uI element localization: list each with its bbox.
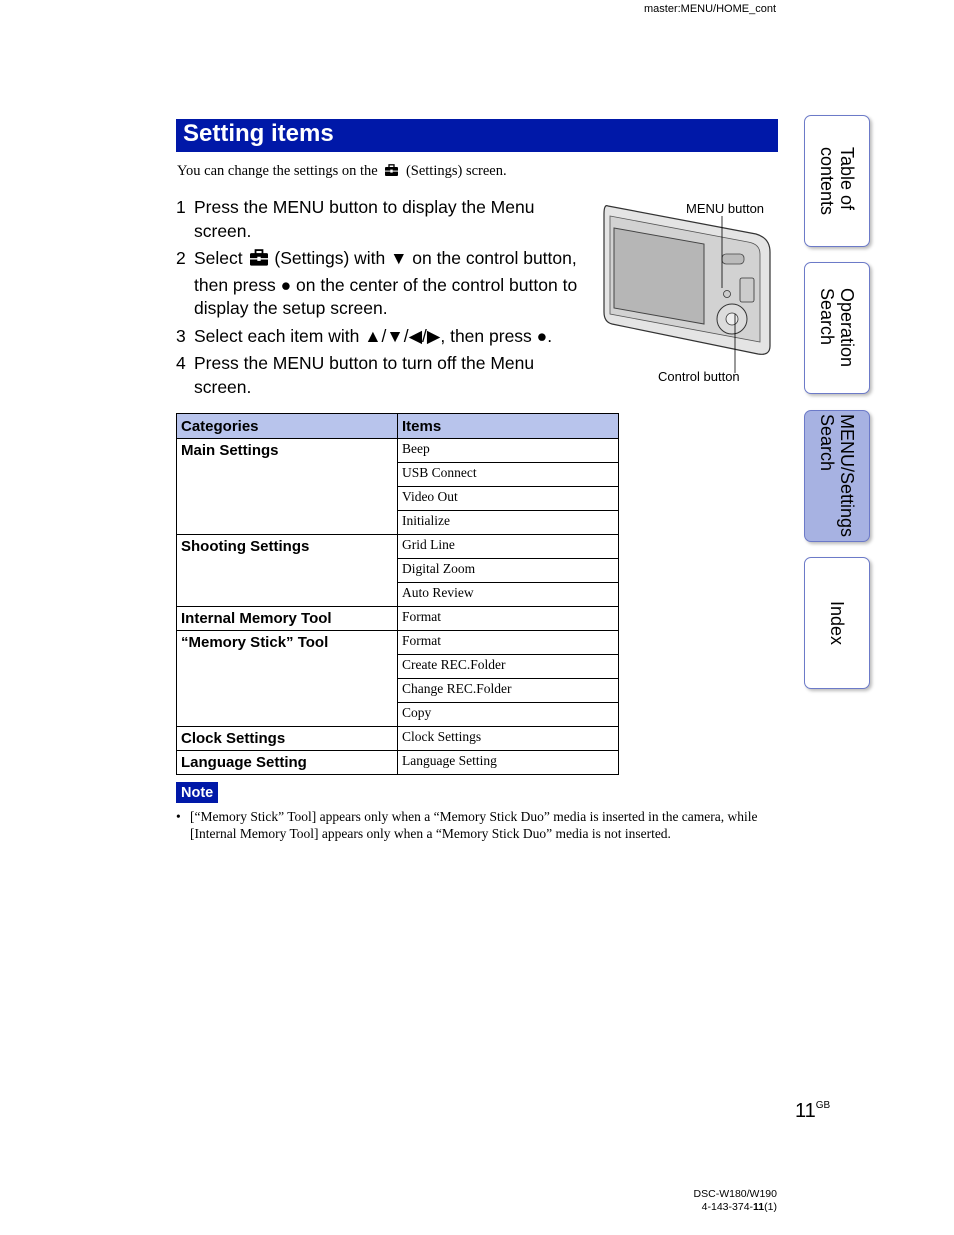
intro-before: You can change the settings on the (177, 163, 378, 179)
tab-table-of-contents[interactable] (804, 115, 870, 247)
toolbox-icon (384, 164, 399, 182)
tab-index[interactable] (804, 557, 870, 689)
footer-model: DSC-W180/W190 (693, 1188, 777, 1200)
item-cell: Format (398, 631, 619, 655)
footer (685, 1188, 777, 1214)
tab-menu-settings-search[interactable] (804, 410, 870, 542)
step-text-b: (Settings) with ▼ on the control button, then press ● on the center of the control button to display the setup screen. (194, 248, 578, 318)
intro-after: (Settings) screen. (405, 163, 507, 179)
settings-table (176, 413, 619, 775)
item-cell: Initialize (398, 511, 619, 535)
steps-list (176, 196, 596, 403)
footer-code-c: (1) (764, 1201, 777, 1213)
note-text (176, 808, 766, 842)
tab-label: MENU/Settings Search (817, 414, 857, 538)
menu-button-label: MENU button (686, 201, 765, 216)
header-items: Items (398, 414, 619, 439)
category-cell: Main Settings (177, 439, 398, 535)
step-text-a: Select (194, 248, 243, 268)
page-number-value: 11 (795, 1100, 816, 1122)
page-title: Setting items (176, 119, 778, 152)
step-number: 4 (176, 353, 186, 373)
step-text: Press the MENU button to display the Menu screen. (194, 197, 535, 241)
item-cell: Clock Settings (398, 727, 619, 751)
table-row (177, 727, 619, 751)
step-text: Select each item with ▲/▼/◀/▶, then press ●. (194, 325, 553, 346)
page-number (795, 1100, 830, 1123)
step-text: Press the MENU button to turn off the Menu screen. (194, 353, 535, 397)
item-cell: Auto Review (398, 583, 619, 607)
item-cell: Grid Line (398, 535, 619, 559)
tab-label: Table of contents (817, 146, 857, 216)
camera-drawing (598, 196, 778, 388)
tab-label: Index (827, 600, 847, 646)
step-4 (176, 352, 596, 399)
item-cell: USB Connect (398, 463, 619, 487)
table-row (177, 631, 619, 655)
category-cell: Clock Settings (177, 727, 398, 751)
item-cell: Language Setting (398, 751, 619, 775)
table-header-row (177, 414, 619, 439)
table-row (177, 439, 619, 463)
footer-code-a: 4-143-374- (701, 1201, 754, 1213)
note-body: [“Memory Stick” Tool] appears only when a “Memory Stick Duo” media is inserted in the camera, while [Internal Memory Tool] appears only when a “Memory Stick Duo” media is not inserted. (190, 809, 758, 841)
toolbox-icon (248, 249, 270, 274)
step-1 (176, 196, 596, 243)
page-number-suffix: GB (815, 1100, 831, 1111)
note-label: Note (176, 782, 218, 803)
category-cell: Shooting Settings (177, 535, 398, 607)
note-bullet: • (176, 809, 181, 824)
tab-label: Operation Search (817, 288, 857, 368)
step-2 (176, 247, 596, 321)
table-row (177, 607, 619, 631)
item-cell: Video Out (398, 487, 619, 511)
item-cell: Digital Zoom (398, 559, 619, 583)
table-row (177, 751, 619, 775)
control-button-label: Control button (658, 369, 740, 384)
footer-code (685, 1201, 777, 1214)
camera-illustration (598, 196, 778, 388)
item-cell: Beep (398, 439, 619, 463)
table-row (177, 535, 619, 559)
step-number: 3 (176, 325, 186, 346)
item-cell: Format (398, 607, 619, 631)
tab-operation-search[interactable] (804, 262, 870, 394)
category-cell: “Memory Stick” Tool (177, 631, 398, 727)
footer-code-b: 11 (753, 1201, 765, 1213)
category-cell: Internal Memory Tool (177, 607, 398, 631)
step-number: 2 (176, 248, 186, 268)
header-categories: Categories (177, 414, 398, 439)
item-cell: Create REC.Folder (398, 655, 619, 679)
item-cell: Copy (398, 703, 619, 727)
step-3 (176, 325, 596, 349)
item-cell: Change REC.Folder (398, 679, 619, 703)
intro-text (177, 163, 507, 182)
header-meta: master:MENU/HOME_cont (644, 3, 777, 15)
step-number: 1 (176, 197, 186, 217)
category-cell: Language Setting (177, 751, 398, 775)
